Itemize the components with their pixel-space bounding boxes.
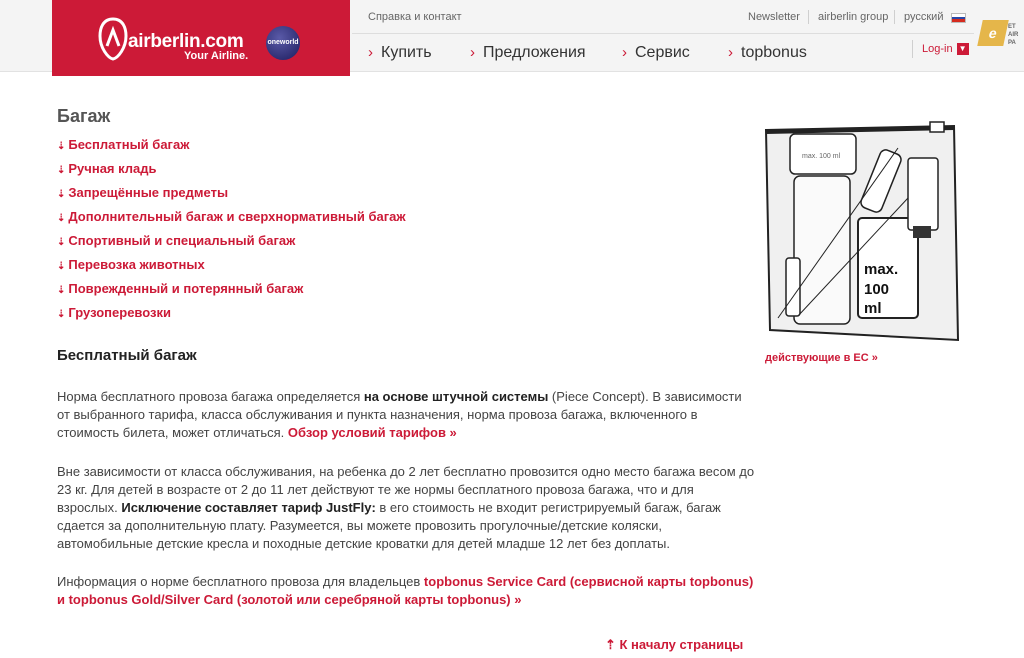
- svg-text:max. 100 ml: max. 100 ml: [802, 153, 841, 160]
- topbonus-cards-link[interactable]: topbonus Service Card (сервисной карты topbonus) и topbonus Gold/Silver Card (золотой или серебряной карты topbonus) »: [57, 574, 754, 607]
- svg-text:max.: max.: [864, 261, 899, 278]
- back-to-top-link[interactable]: ⇡ К началу страницы: [605, 637, 744, 652]
- oneworld-badge: oneworld: [266, 26, 300, 60]
- chevron-right-icon: ›: [622, 44, 627, 61]
- section-title: Бесплатный багаж: [57, 347, 197, 364]
- arrow-down-icon: ⇣: [57, 309, 66, 320]
- submenu-item-damaged-lost[interactable]: ⇣ Поврежденный и потерянный багаж: [57, 281, 304, 296]
- paragraph-children: Вне зависимости от класса обслуживания, на ребенка до 2 лет бесплатно провозится одно место багажа весом до 23 кг. Для детей в возрасте от 2 до 11 лет действуют те же нормы бесплатного провоза багажа, что и для взрослых. Исключение составляет тариф JustFly: в его стоимость не входит регистрируемый багаж, багаж сдается за дополнительную плату. Разумеется, вы можете провозить прогулочные/детские коляски, автомобильные детские кресла и походные детские кроватки для детей младше 12 лет без доплаты.: [57, 464, 755, 551]
- language-selector[interactable]: русский: [904, 11, 944, 23]
- logo-tagline: Your Airline.: [184, 50, 249, 62]
- submenu-item-cargo[interactable]: ⇣ Грузоперевозки: [57, 305, 171, 320]
- login-button[interactable]: Log-in ▼: [922, 43, 969, 55]
- nav-buy[interactable]: › Купить: [368, 44, 432, 61]
- paragraph-topbonus: Информация о норме бесплатного провоза для владельцев topbonus Service Card (сервисной карты topbonus) и topbonus Gold/Silver Card (золотой или серебряной карты topbonus) »: [57, 574, 754, 607]
- arrow-down-icon: ⇣: [57, 141, 66, 152]
- svg-text:ml: ml: [864, 300, 882, 317]
- etihad-partner-logo[interactable]: e ET AIR PA: [980, 20, 1024, 50]
- airberlin-logo-icon: [98, 16, 128, 62]
- submenu-item-hand-luggage[interactable]: ⇣ Ручная кладь: [57, 161, 157, 176]
- svg-text:100: 100: [864, 281, 890, 298]
- submenu-item-free-baggage[interactable]: ⇣ Бесплатный багаж: [57, 137, 190, 152]
- submenu-item-animals[interactable]: ⇣ Перевозка животных: [57, 257, 205, 272]
- arrow-down-icon: ⇣: [57, 285, 66, 296]
- etihad-logo-icon: e: [977, 20, 1009, 46]
- logo-text: airberlin.com: [128, 31, 244, 52]
- newsletter-link[interactable]: Newsletter: [748, 11, 800, 23]
- arrow-down-icon: ⇣: [57, 261, 66, 272]
- submenu-item-prohibited[interactable]: ⇣ Запрещённые предметы: [57, 185, 229, 200]
- chevron-right-icon: ›: [728, 44, 733, 61]
- logo-area[interactable]: [52, 0, 350, 76]
- divider: [808, 10, 809, 24]
- divider: [894, 10, 895, 24]
- liquids-bag-illustration: [758, 118, 968, 350]
- submenu-item-extra-baggage[interactable]: ⇣ Дополнительный багаж и сверхнормативный багаж: [57, 209, 406, 224]
- page-title: Багаж: [57, 106, 111, 126]
- russia-flag-icon[interactable]: [951, 13, 966, 23]
- nav-offers[interactable]: › Предложения: [470, 44, 586, 61]
- baggage-submenu: [57, 137, 406, 329]
- airberlin-group-link[interactable]: airberlin group: [818, 11, 889, 23]
- arrow-up-icon: ⇡: [605, 637, 620, 652]
- chevron-right-icon: ›: [470, 44, 475, 61]
- header-divider: [352, 33, 974, 34]
- login-arrow-icon: ▼: [957, 43, 969, 55]
- help-contact-link[interactable]: Справка и контакт: [368, 11, 462, 23]
- arrow-down-icon: ⇣: [57, 237, 66, 248]
- divider: [912, 40, 913, 58]
- submenu-item-sports-baggage[interactable]: ⇣ Спортивный и специальный багаж: [57, 233, 296, 248]
- arrow-down-icon: ⇣: [57, 165, 66, 176]
- chevron-right-icon: ›: [368, 44, 373, 61]
- nav-service[interactable]: › Сервис: [622, 44, 690, 61]
- paragraph-piece-concept: Норма бесплатного провоза багажа определяется на основе штучной системы (Piece Concept). В зависимости от выбранного тарифа, класса обслуживания и пункта назначения, норма провоза багажа, включенного в стоимость билета, может отличаться. Обзор условий тарифов »: [57, 389, 742, 440]
- arrow-down-icon: ⇣: [57, 213, 66, 224]
- eu-rules-link[interactable]: действующие в ЕС »: [765, 352, 878, 364]
- arrow-down-icon: ⇣: [57, 189, 66, 200]
- nav-topbonus[interactable]: › topbonus: [728, 44, 807, 61]
- tariff-overview-link[interactable]: Обзор условий тарифов »: [287, 425, 457, 440]
